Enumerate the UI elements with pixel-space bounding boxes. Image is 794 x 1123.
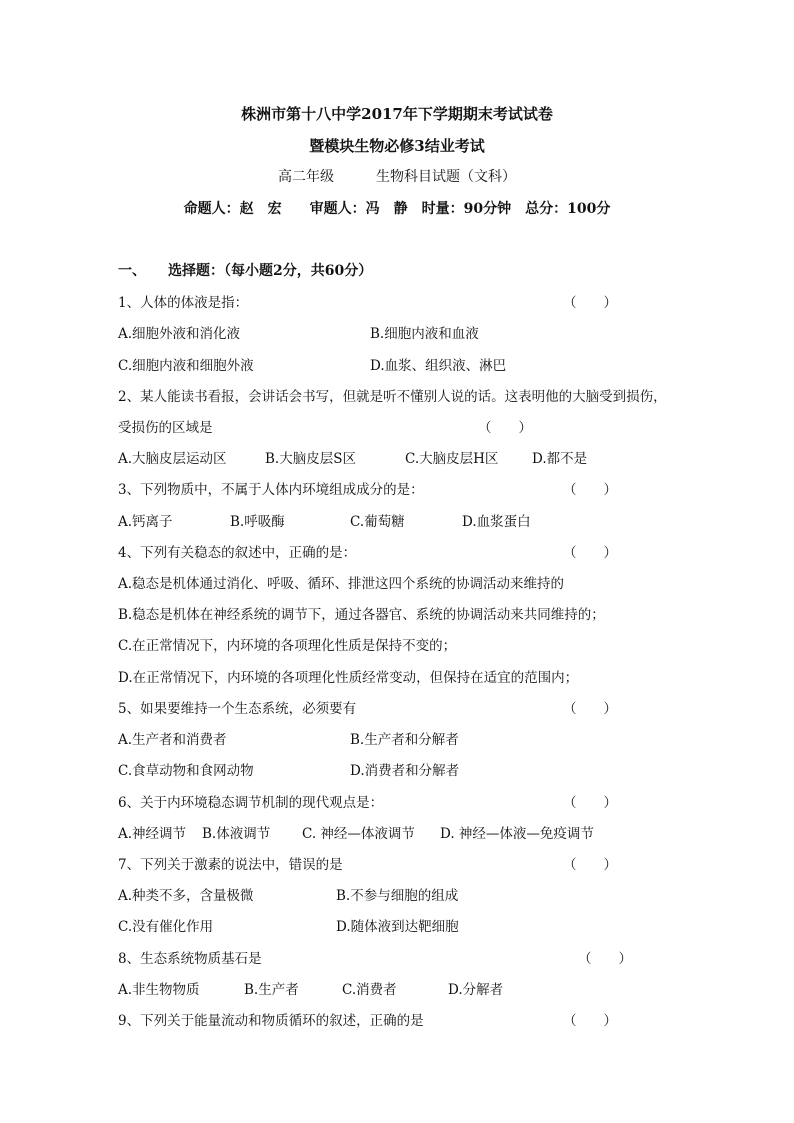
question-2-answer-blank: （ ） — [478, 420, 532, 436]
exam-meta-line: 命题人：赵 宏 审题人：冯 静 时量：90分钟 总分：100分 — [183, 201, 611, 217]
question-7-option-b: B.不参与细胞的组成 — [336, 888, 459, 904]
question-1-option-d: D.血浆、组织液、淋巴 — [370, 358, 507, 374]
question-8-option-d: D.分解者 — [448, 982, 504, 998]
question-7-option-d: D.随体液到达靶细胞 — [336, 919, 459, 935]
question-4-option-c: C.在正常情况下，内环境的各项理化性质是保持不变的； — [118, 638, 457, 654]
question-6-answer-blank: （ ） — [563, 795, 617, 811]
question-5-stem: 5、如果要维持一个生态系统，必须要有 — [118, 701, 357, 717]
question-2-option-c: C.大脑皮层H区 — [405, 451, 499, 467]
question-3-answer-blank: （ ） — [563, 482, 617, 498]
question-5-option-d: D.消费者和分解者 — [350, 763, 460, 779]
question-6-option-d: D. 神经—体液—免疫调节 — [440, 826, 594, 842]
question-3-option-c: C.葡萄糖 — [350, 514, 405, 530]
question-4-option-b: B.稳态是机体在神经系统的调节下，通过各器官、系统的协调活动来共同维持的； — [118, 607, 605, 623]
question-3-option-a: A.钙离子 — [118, 514, 173, 530]
section-number: 一、 — [118, 263, 146, 279]
question-7-option-c: C.没有催化作用 — [118, 919, 214, 935]
question-7-answer-blank: （ ） — [563, 857, 617, 873]
question-9-answer-blank: （ ） — [563, 1013, 617, 1029]
question-7-option-a: A.种类不多，含量极微 — [118, 888, 254, 904]
question-3-stem: 3、下列物质中，不属于人体内环境组成成分的是： — [118, 482, 424, 498]
question-3-option-b: B.呼吸酶 — [230, 514, 285, 530]
question-5-option-a: A.生产者和消费者 — [118, 732, 227, 748]
question-4-option-a: A.稳态是机体通过消化、呼吸、循环、排泄这四个系统的协调活动来维持的 — [118, 576, 565, 592]
question-5-option-c: C.食草动物和食网动物 — [118, 763, 254, 779]
question-2-stem-continued: 受损伤的区域是 — [118, 420, 213, 436]
question-2-option-b: B.大脑皮层S区 — [265, 451, 356, 467]
question-6-option-b: B.体液调节 — [202, 826, 271, 842]
question-3-option-d: D.血浆蛋白 — [462, 514, 531, 530]
question-7-stem: 7、下列关于激素的说法中，错误的是 — [118, 857, 343, 873]
question-1-stem: 1、人体的体液是指： — [118, 295, 249, 311]
question-8-answer-blank: （ ） — [578, 951, 632, 967]
question-4-answer-blank: （ ） — [563, 545, 617, 561]
section-heading: 选择题：（每小题2分，共60分） — [168, 263, 373, 279]
question-1-option-b: B.细胞内液和血液 — [370, 326, 479, 342]
exam-title: 株洲市第十八中学2017年下学期期末考试试卷 — [241, 105, 553, 123]
question-2-option-a: A.大脑皮层运动区 — [118, 451, 227, 467]
question-8-stem: 8、生态系统物质基石是 — [118, 951, 262, 967]
question-5-option-b: B.生产者和分解者 — [350, 732, 459, 748]
question-5-answer-blank: （ ） — [563, 701, 617, 717]
grade-subject-line: 高二年级 生物科目试题（文科） — [278, 169, 516, 185]
question-8-option-b: B.生产者 — [244, 982, 299, 998]
question-1-answer-blank: （ ） — [563, 295, 617, 311]
question-6-stem: 6、关于内环境稳态调节机制的现代观点是： — [118, 795, 384, 811]
question-8-option-a: A.非生物物质 — [118, 982, 200, 998]
question-1-option-c: C.细胞内液和细胞外液 — [118, 358, 254, 374]
question-2-stem: 2、某人能读书看报，会讲话会书写，但就是听不懂别人说的话。这表明他的大脑受到损伤， — [118, 389, 667, 405]
question-1-option-a: A.细胞外液和消化液 — [118, 326, 241, 342]
question-2-option-d: D.都不是 — [532, 451, 588, 467]
question-9-stem: 9、下列关于能量流动和物质循环的叙述，正确的是 — [118, 1013, 424, 1029]
question-4-option-d: D.在正常情况下，内环境的各项理化性质经常变动，但保持在适宜的范围内； — [118, 670, 579, 686]
question-4-stem: 4、下列有关稳态的叙述中，正确的是： — [118, 545, 357, 561]
question-6-option-c: C. 神经—体液调节 — [302, 826, 415, 842]
question-6-option-a: A.神经调节 — [118, 826, 187, 842]
question-8-option-c: C.消费者 — [342, 982, 397, 998]
exam-subtitle: 暨模块生物必修3结业考试 — [309, 137, 485, 155]
